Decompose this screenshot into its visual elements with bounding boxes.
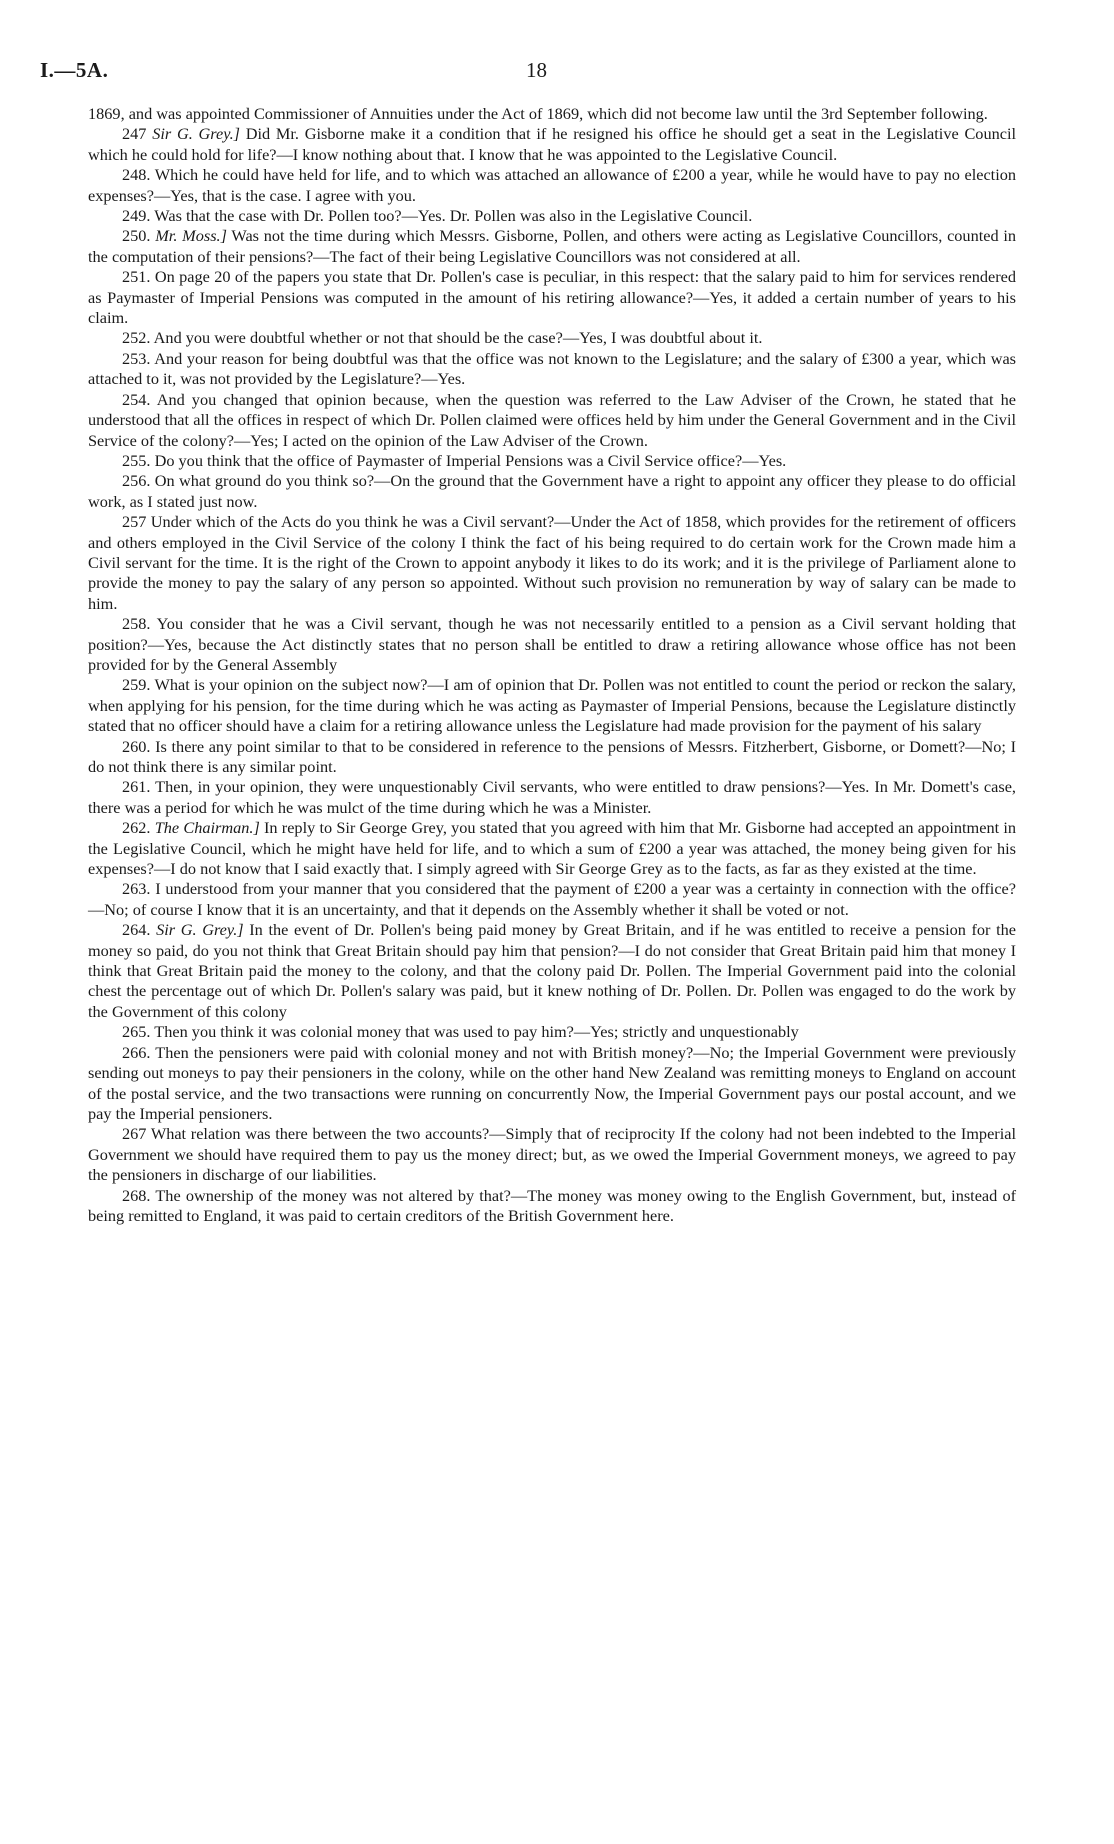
- paragraph-text: I understood from your manner that you considered that the payment of £200 a year was a certainty in connection with the office?—No; of course I know that it is an uncertainty, and that it depends on the Assembly whether it shall be voted or not.: [88, 879, 1017, 919]
- paragraph-text: And you were doubtful whether or not that should be the case?—Yes, I was doubtful about it.: [153, 328, 763, 348]
- speaker-name: Mr. Moss.]: [155, 226, 227, 246]
- page-header: [40, 58, 1074, 88]
- paragraph: [88, 471, 1016, 512]
- paragraph-text: Was that the case with Dr. Pollen too?—Yes. Dr. Pollen was also in the Legislative Council.: [154, 206, 753, 226]
- paragraph: [88, 390, 1016, 451]
- paragraph-text: Do you think that the office of Paymaster of Imperial Pensions was a Civil Service office?—Yes.: [154, 450, 787, 470]
- page-number: 18: [526, 58, 547, 82]
- question-number: 267: [122, 1124, 147, 1144]
- question-number: 252.: [122, 328, 151, 348]
- paragraph-text: Was not the time during which Messrs. Gisborne, Pollen, and others were acting as Legislative Councillors, counted in the computation of their pensions?—The fact of their being Legislative Councillors was not considered at all.: [88, 226, 1017, 266]
- paragraph: [88, 124, 1016, 165]
- paragraph-text: The ownership of the money was not altered by that?—The money was money owing to the English Government, but, instead of being remitted to England, it was paid to certain creditors of the British Government here.: [88, 1185, 1017, 1225]
- question-number: 265.: [122, 1022, 151, 1042]
- paragraph-text: You consider that he was a Civil servant, though he was not necessarily entitled to a pension as a Civil servant holding that position?—Yes, because the Act distinctly states that no person shall be entitled to draw a retiring allowance whose office has not been provided for by the General Assembly: [88, 614, 1017, 674]
- question-number: 253.: [122, 348, 151, 368]
- question-number: 268.: [122, 1185, 151, 1205]
- paragraph: [88, 512, 1016, 614]
- paragraph-text: What is your opinion on the subject now?—I am of opinion that Dr. Pollen was not entitled to count the period or reckon the salary, when applying for his pension, for the time during which he was acting as Paymaster of Imperial Pensions, because the Legislature distinctly stated that no officer should have a claim for a retiring allowance unless the Legislature had made provision for the payment of his salary: [88, 675, 1016, 736]
- question-number: 254.: [122, 389, 151, 409]
- paragraph: [88, 328, 1016, 348]
- question-number: 247: [122, 124, 147, 144]
- paragraph-text: In reply to Sir George Grey, you stated that you agreed with him that Mr. Gisborne had accepted an appointment in the Legislative Council, which he might have held for life, and to which a sum of £200 a year was attached, the money being given for his expenses?—I do not know that I said exactly that. I simply agreed with Sir George Grey as to the facts, as far as they existed at the time.: [88, 818, 1016, 879]
- paragraph: [88, 1022, 1016, 1042]
- paragraph-text: Did Mr. Gisborne make it a condition that if he resigned his office he should get a seat in the Legislative Council which he could hold for life?—I know nothing about that. I know that he was appointed to the Legislative Council.: [88, 124, 1017, 164]
- paragraph: [88, 879, 1016, 920]
- question-number: 260.: [122, 736, 151, 756]
- paragraph-text: And your reason for being doubtful was that the office was not known to the Legislature; and the salary of £300 a year, which was attached to it, was not provided by the Legislature?—Yes.: [88, 348, 1017, 389]
- question-number: 262.: [122, 818, 151, 838]
- paragraph: [88, 104, 1016, 124]
- paragraph-text: What relation was there between the two accounts?—Simply that of reciprocity If the colony had not been indebted to the Imperial Government we should have required them to pay us the money direct; but, as we owed the Imperial Government moneys, we agreed to pay the pensioners in discharge of our liabilities.: [88, 1124, 1016, 1185]
- paragraph: [88, 1043, 1016, 1125]
- question-number: 249.: [122, 206, 151, 226]
- speaker-name: Sir G. Grey.]: [156, 920, 244, 940]
- question-number: 256.: [122, 471, 151, 491]
- paragraph-text: Then, in your opinion, they were unquestionably Civil servants, who were entitled to draw pensions?—Yes. In Mr. Domett's case, there was a period for which he was mulct of the time during which he was a Minister.: [88, 777, 1016, 817]
- paragraph-text: And you changed that opinion because, when the question was referred to the Law Adviser of the Crown, he stated that he understood that all the offices in respect of which Dr. Pollen claimed were offices held by him under the General Government and in the Civil Service of the colony?—Yes; I acted on the opinion of the Law Adviser of the Crown.: [88, 389, 1016, 450]
- paragraph: [88, 737, 1016, 778]
- question-number: 250.: [122, 226, 151, 246]
- question-number: 266.: [122, 1042, 151, 1062]
- paragraph-text: Is there any point similar to that to be considered in reference to the pensions of Messrs. Fitzherbert, Gisborne, or Domett?—No; I do not think there is any similar point.: [88, 736, 1016, 776]
- question-number: 261.: [122, 777, 151, 797]
- paragraph: [88, 1186, 1016, 1227]
- question-number: 263.: [122, 879, 151, 899]
- speaker-name: Sir G. Grey.]: [152, 124, 240, 144]
- paragraph: [88, 920, 1016, 1022]
- question-number: 259.: [122, 675, 151, 695]
- speaker-name: The Chairman.]: [154, 818, 260, 838]
- question-number: 248.: [122, 165, 151, 185]
- question-number: 251.: [122, 267, 151, 287]
- paragraph-text: In the event of Dr. Pollen's being paid money by Great Britain, and if he was entitled to receive a pension for the money so paid, do you not think that Great Britain should pay him that pension?—I do not consider that Great Britain paid him that money I think that Great Britain paid the money to the colony, and that the colony paid Dr. Pollen. The Imperial Government paid into the colonial chest the percentage out of which Dr. Pollen's salary was paid, but it knew nothing of Dr. Pollen. Dr. Pollen was engaged to do the work by the Government of this colony: [88, 920, 1016, 1021]
- question-number: 258.: [122, 614, 151, 634]
- paragraph: [88, 226, 1016, 267]
- paragraph: [88, 818, 1016, 879]
- paragraph: [88, 165, 1016, 206]
- paragraph: [88, 777, 1016, 818]
- paragraph: [88, 675, 1016, 736]
- paragraph-text: Then the pensioners were paid with colonial money and not with British money?—No; the Imperial Government were previously sending out moneys to pay their pensioners in the colony, while on the other hand New Zealand was remitting moneys to England on account of the postal service, and the two transactions were running on concurrently Now, the Imperial Government pays our postal account, and we pay the Imperial pensioners.: [88, 1042, 1017, 1123]
- document-reference: I.—5A.: [40, 58, 109, 82]
- question-number: 255.: [122, 450, 151, 470]
- paragraph: [88, 349, 1016, 390]
- paragraph-text: On what ground do you think so?—On the ground that the Government have a right to appoint any officer they please to do official work, as I stated just now.: [88, 471, 1016, 511]
- paragraph: [88, 1124, 1016, 1185]
- paragraph: [88, 267, 1016, 328]
- evidence-text: [88, 104, 1016, 1226]
- question-number: 264.: [122, 920, 151, 940]
- question-number: 257: [122, 512, 147, 532]
- paragraph-text: On page 20 of the papers you state that Dr. Pollen's case is peculiar, in this respect: that the salary paid to him for services rendered as Paymaster of Imperial Pensions was computed in the amount of his retiring allowance?—Yes, it added a certain number of years to his claim.: [88, 267, 1016, 328]
- paragraph-text: 1869, and was appointed Commissioner of Annuities under the Act of 1869, which did not become law until the 3rd September following.: [88, 104, 988, 123]
- paragraph: [88, 206, 1016, 226]
- paragraph-text: Under which of the Acts do you think he was a Civil servant?—Under the Act of 1858, which provides for the retirement of officers and others employed in the Civil Service of the colony I think the fact of his being required to do certain work for the Crown made him a Civil servant for the time. It is the right of the Crown to appoint anybody it likes to do its work; and it is the privilege of Parliament alone to provide the money to pay the salary of any person so appointed. Without such provision no remuneration by way of salary can be made to him.: [88, 512, 1017, 613]
- paragraph-text: Which he could have held for life, and to which was attached an allowance of £200 a year, while he would have to pay no election expenses?—Yes, that is the case. I agree with you.: [88, 165, 1017, 205]
- paragraph-text: Then you think it was colonial money that was used to pay him?—Yes; strictly and unquestionably: [154, 1022, 799, 1042]
- paragraph: [88, 614, 1016, 675]
- paragraph: [88, 451, 1016, 471]
